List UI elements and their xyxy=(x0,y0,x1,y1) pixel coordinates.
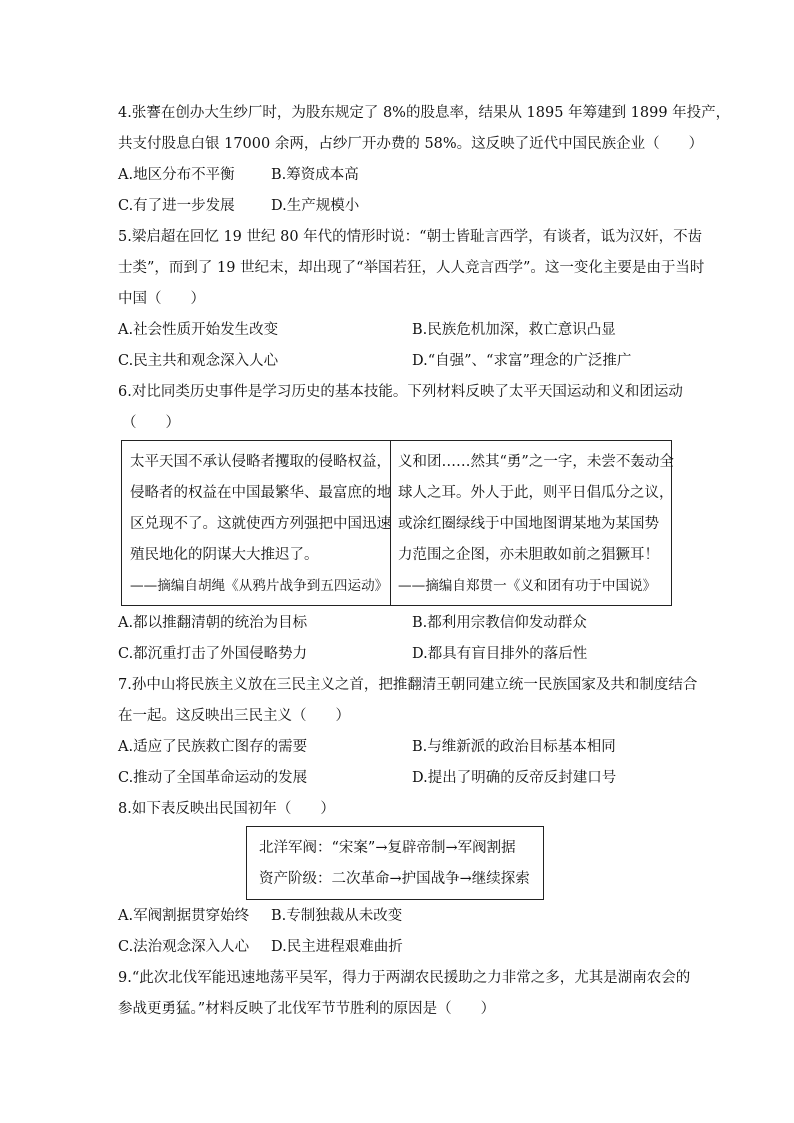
q9-stem-line1: 9.“此次北伐军能迅速地荡平吴军，得力于两湖农民援助之力非常之多，尤其是湖南农会的 xyxy=(118,970,691,986)
q5-option-a: A.社会性质开始发生改变 xyxy=(118,322,279,338)
q4-option-c: C.有了进一步发展 xyxy=(118,198,235,214)
q8-table-row-warlords: 北洋军阀：“宋案”→复辟帝制→军阀割据 xyxy=(259,840,516,856)
q8-option-a: A.军阀割据贯穿始终 xyxy=(118,908,250,924)
q6-option-b: B.都利用宗教信仰发动群众 xyxy=(412,615,587,631)
q5-option-b: B.民族危机加深，救亡意识凸显 xyxy=(412,322,616,338)
q5-stem-line3: 中国（ ） xyxy=(118,291,205,307)
q6-option-a: A.都以推翻清朝的统治为目标 xyxy=(118,615,308,631)
q4-option-b: B.筹资成本高 xyxy=(271,167,359,183)
q6-stem-line1: 6.对比同类历史事件是学习历史的基本技能。下列材料反映了太平天国运动和义和团运动 xyxy=(118,384,683,400)
q5-option-d: D.“自强”、“求富”理念的广泛推广 xyxy=(412,353,632,369)
q5-option-c: C.民主共和观念深入人心 xyxy=(118,353,279,369)
q6-material-table xyxy=(121,440,672,606)
q6-right-line: 或涂红圈绿线于中国地图谓某地为某国势 xyxy=(398,516,659,532)
q4-stem-line1: 4.张謇在创办大生纱厂时，为股东规定了 8%的股息率，结果从 1895 年筹建到 1899 年投产， xyxy=(118,105,731,121)
q6-right-line: 力范围之企图，亦未胆敢如前之猖獗耳！ xyxy=(398,547,659,563)
q5-stem-line1: 5.梁启超在回忆 19 世纪 80 年代的情形时说：“朝士皆耻言西学，有谈者，诋为汉奸，不齿 xyxy=(118,229,703,245)
q9-stem-line2: 参战更勇猛。”材料反映了北伐军节节胜利的原因是（ ） xyxy=(118,1001,496,1017)
q4-option-a: A.地区分布不平衡 xyxy=(118,167,235,183)
q4-option-d: D.生产规模小 xyxy=(271,198,360,214)
q6-left-line: 太平天国不承认侵略者攫取的侵略权益， xyxy=(130,454,391,470)
q5-stem-line2: 士类”，而到了 19 世纪末，却出现了“举国若狂，人人竞言西学”。这一变化主要是由于当时 xyxy=(118,260,705,276)
q8-option-d: D.民主进程艰难曲折 xyxy=(271,939,403,955)
q6-right-line: 义和团……然其“勇”之一字，未尝不轰动全 xyxy=(398,454,674,470)
q8-table xyxy=(246,826,544,900)
q8-stem-line1: 8.如下表反映出民国初年（ ） xyxy=(118,801,335,817)
q7-option-c: C.推动了全国革命运动的发展 xyxy=(118,770,308,786)
q4-stem-line2: 共支付股息白银 17000 余两，占纱厂开办费的 58%。这反映了近代中国民族企业（ ） xyxy=(118,136,704,152)
q8-option-b: B.专制独裁从未改变 xyxy=(271,908,403,924)
q6-left-line: 殖民地化的阴谋大大推迟了。 xyxy=(130,547,319,563)
q8-option-c: C.法治观念深入人心 xyxy=(118,939,250,955)
q6-right-source: ——摘编自郑贯一《义和团有功于中国说》 xyxy=(398,578,657,594)
q6-option-d: D.都具有盲目排外的落后性 xyxy=(412,646,588,662)
q6-stem-line2: （ ） xyxy=(122,415,180,431)
q7-stem-line1: 7.孙中山将民族主义放在三民主义之首，把推翻清王朝同建立统一民族国家及共和制度结合 xyxy=(118,677,698,693)
q6-material-right xyxy=(392,441,674,605)
q7-option-d: D.提出了明确的反帝反封建口号 xyxy=(412,770,617,786)
q6-table-divider xyxy=(390,441,391,605)
q6-option-c: C.都沉重打击了外国侵略势力 xyxy=(118,646,308,662)
q8-table-row-bourgeoisie: 资产阶级：二次革命→护国战争→继续探索 xyxy=(259,871,530,887)
q6-left-line: 侵略者的权益在中国最繁华、最富庶的地 xyxy=(130,485,391,501)
q7-option-a: A.适应了民族救亡图存的需要 xyxy=(118,739,308,755)
q6-left-line: 区兑现不了。这就使西方列强把中国迅速 xyxy=(130,516,391,532)
q6-right-line: 球人之耳。外人于此，则平日倡瓜分之议， xyxy=(398,485,674,501)
q7-option-b: B.与维新派的政治目标基本相同 xyxy=(412,739,616,755)
q7-stem-line2: 在一起。这反映出三民主义（ ） xyxy=(118,708,350,724)
q6-left-source: ——摘编自胡绳《从鸦片战争到五四运动》 xyxy=(130,578,389,594)
q6-material-left xyxy=(122,441,390,605)
